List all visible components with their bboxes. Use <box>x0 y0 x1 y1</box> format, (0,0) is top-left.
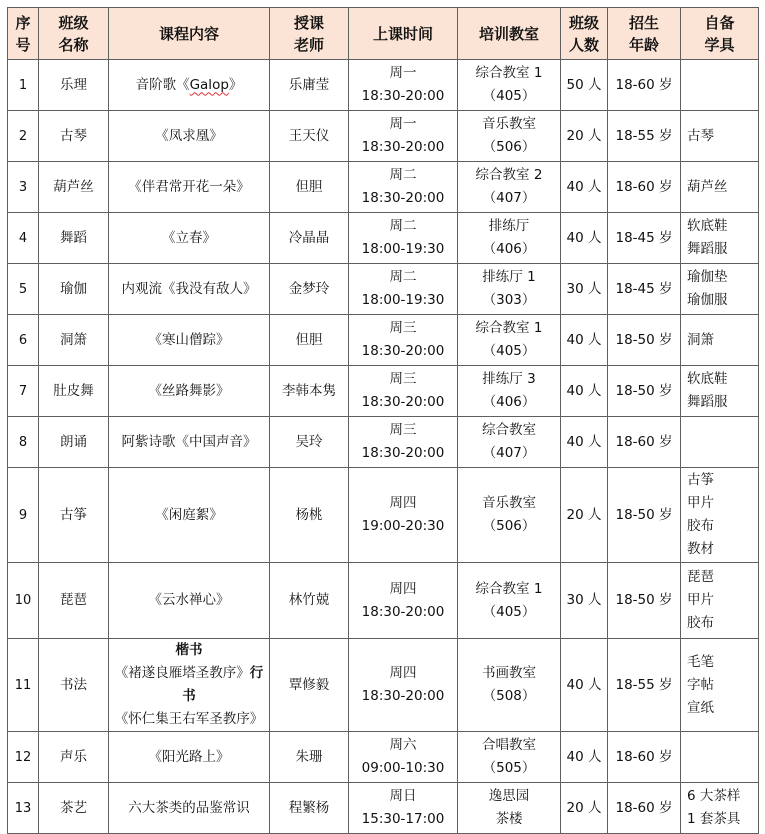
cell-seq: 11 <box>8 639 39 732</box>
weekday: 周三 <box>389 371 417 387</box>
cell-gear <box>681 783 759 834</box>
cell-seq: 5 <box>8 264 39 315</box>
room-name: 音乐教室 <box>482 116 536 132</box>
room-name: 逸思园 <box>488 788 530 804</box>
weekday: 周二 <box>389 167 417 183</box>
weekday: 周三 <box>389 422 417 438</box>
table-row <box>8 732 759 783</box>
weekday: 周二 <box>389 269 417 285</box>
course-style-text: 《褚遂良雁塔圣教序》 <box>114 665 250 681</box>
room-number: （406） <box>482 394 536 410</box>
cell-time <box>349 417 458 468</box>
cell-class-name: 书法 <box>39 639 109 732</box>
cell-course <box>109 213 270 264</box>
room-number: （405） <box>482 88 536 104</box>
cell-room <box>458 732 561 783</box>
course-style-text: 《怀仁集王右军圣教序》 <box>114 711 264 727</box>
cell-room <box>458 783 561 834</box>
cell-gear <box>681 213 759 264</box>
cell-time <box>349 213 458 264</box>
course-text: 《阳光路上》 <box>148 748 230 765</box>
cell-course <box>109 315 270 366</box>
cell-class-name: 瑜伽 <box>39 264 109 315</box>
room-number: （407） <box>482 445 536 461</box>
cell-gear <box>681 366 759 417</box>
cell-count: 20 人 <box>561 111 608 162</box>
table-row <box>8 563 759 639</box>
gear-item: 甲片 <box>687 495 714 511</box>
cell-time <box>349 111 458 162</box>
course-text: 内观流《我没有敌人》 <box>121 280 257 297</box>
gear-item: 甲片 <box>687 592 714 608</box>
cell-gear <box>681 60 759 111</box>
course-text: 《丝路舞影》 <box>148 382 230 399</box>
cell-age: 18-55 岁 <box>608 639 681 732</box>
header-seq: 序 号 <box>8 8 39 60</box>
cell-teacher: 林竹兢 <box>270 563 349 639</box>
gear-item: 软底鞋 <box>687 218 728 234</box>
cell-course <box>109 732 270 783</box>
cell-time <box>349 639 458 732</box>
cell-room <box>458 366 561 417</box>
weekday: 周四 <box>389 495 417 511</box>
cell-room <box>458 162 561 213</box>
room-number: 茶楼 <box>495 811 523 827</box>
cell-course <box>109 366 270 417</box>
cell-room <box>458 563 561 639</box>
cell-teacher: 冷晶晶 <box>270 213 349 264</box>
room-name: 排练厅 <box>488 218 530 234</box>
cell-seq: 1 <box>8 60 39 111</box>
course-style-label: 行书 <box>182 665 264 704</box>
cell-seq: 7 <box>8 366 39 417</box>
cell-teacher: 覃修毅 <box>270 639 349 732</box>
cell-room <box>458 60 561 111</box>
cell-age: 18-60 岁 <box>608 162 681 213</box>
gear-item: 琵琶 <box>687 569 714 585</box>
gear-item: 瑜伽垫 <box>687 269 728 285</box>
cell-class-name: 琵琶 <box>39 563 109 639</box>
cell-time <box>349 563 458 639</box>
header-age: 招生 年龄 <box>608 8 681 60</box>
table-row <box>8 639 759 732</box>
room-number: （506） <box>482 518 536 534</box>
cell-time <box>349 732 458 783</box>
header-room: 培训教室 <box>458 8 561 60</box>
room-name: 综合教室 1 <box>475 320 543 336</box>
cell-seq: 4 <box>8 213 39 264</box>
cell-count: 20 人 <box>561 783 608 834</box>
cell-count: 20 人 <box>561 468 608 563</box>
gear-item: 古琴 <box>687 127 714 144</box>
cell-age: 18-60 岁 <box>608 60 681 111</box>
header-row <box>8 8 759 60</box>
room-name: 排练厅 3 <box>482 371 536 387</box>
cell-teacher: 程繁杨 <box>270 783 349 834</box>
cell-count: 40 人 <box>561 162 608 213</box>
cell-seq: 13 <box>8 783 39 834</box>
cell-room <box>458 639 561 732</box>
cell-age: 18-60 岁 <box>608 732 681 783</box>
course-text: 《伴君常开花一朵》 <box>128 178 250 195</box>
cell-course <box>109 639 270 732</box>
room-number: （406） <box>482 241 536 257</box>
gear-item: 瑜伽服 <box>687 292 728 308</box>
header-time: 上课时间 <box>349 8 458 60</box>
cell-time <box>349 162 458 213</box>
cell-class-name: 古筝 <box>39 468 109 563</box>
cell-seq: 2 <box>8 111 39 162</box>
course-text: 六大茶类的品鉴常识 <box>128 799 250 816</box>
weekday: 周四 <box>389 665 417 681</box>
time-range: 18:30-20:00 <box>361 88 445 104</box>
gear-item: 1 套茶具 <box>687 811 741 827</box>
course-title-spellcheck: Galop <box>189 76 229 93</box>
cell-gear <box>681 111 759 162</box>
cell-age: 18-50 岁 <box>608 563 681 639</box>
table-row <box>8 468 759 563</box>
cell-gear <box>681 315 759 366</box>
weekday: 周一 <box>389 65 417 81</box>
gear-item: 舞蹈服 <box>687 241 728 257</box>
room-name: 综合教室 1 <box>475 65 543 81</box>
cell-gear <box>681 563 759 639</box>
cell-seq: 9 <box>8 468 39 563</box>
room-number: （405） <box>482 343 536 359</box>
table-row <box>8 783 759 834</box>
time-range: 18:30-20:00 <box>361 394 445 410</box>
course-text: 《立春》 <box>162 229 216 246</box>
cell-class-name: 古琴 <box>39 111 109 162</box>
time-range: 18:00-19:30 <box>361 292 445 308</box>
cell-course <box>109 162 270 213</box>
cell-room <box>458 468 561 563</box>
room-name: 综合教室 <box>482 422 536 438</box>
header-class-name: 班级 名称 <box>39 8 109 60</box>
room-name: 音乐教室 <box>482 495 536 511</box>
cell-seq: 8 <box>8 417 39 468</box>
time-range: 18:30-20:00 <box>361 139 445 155</box>
cell-teacher: 吴玲 <box>270 417 349 468</box>
course-schedule-table <box>7 7 759 834</box>
cell-seq: 12 <box>8 732 39 783</box>
course-suffix: 》 <box>228 76 243 93</box>
course-style-label: 楷书 <box>175 642 203 658</box>
cell-seq: 3 <box>8 162 39 213</box>
cell-age: 18-60 岁 <box>608 417 681 468</box>
cell-course <box>109 264 270 315</box>
cell-count: 40 人 <box>561 213 608 264</box>
cell-class-name: 洞箫 <box>39 315 109 366</box>
course-text: 阿紫诗歌《中国声音》 <box>121 433 257 450</box>
header-teacher: 授课 老师 <box>270 8 349 60</box>
cell-age: 18-50 岁 <box>608 468 681 563</box>
weekday: 周三 <box>389 320 417 336</box>
cell-class-name: 声乐 <box>39 732 109 783</box>
cell-gear <box>681 264 759 315</box>
course-text: 《云水禅心》 <box>148 592 230 608</box>
room-number: （407） <box>482 190 536 206</box>
weekday: 周一 <box>389 116 417 132</box>
cell-age: 18-50 岁 <box>608 366 681 417</box>
cell-course <box>109 783 270 834</box>
gear-item: 胶布 <box>687 518 714 534</box>
gear-item: 毛笔 <box>687 653 714 670</box>
cell-room <box>458 315 561 366</box>
cell-course <box>109 563 270 639</box>
room-number: （505） <box>482 760 536 776</box>
weekday: 周四 <box>389 580 417 597</box>
cell-count: 40 人 <box>561 366 608 417</box>
cell-time <box>349 366 458 417</box>
table-row <box>8 366 759 417</box>
cell-count: 40 人 <box>561 732 608 783</box>
cell-class-name: 肚皮舞 <box>39 366 109 417</box>
gear-item: 字帖 <box>687 676 714 693</box>
header-gear: 自备 学具 <box>681 8 759 60</box>
cell-gear <box>681 417 759 468</box>
cell-gear <box>681 162 759 213</box>
cell-gear <box>681 639 759 732</box>
room-number: （303） <box>482 292 536 308</box>
time-range: 18:30-20:00 <box>361 603 445 620</box>
course-prefix: 音阶歌《 <box>135 76 190 93</box>
room-name: 合唱教室 <box>482 737 536 753</box>
room-number: （508） <box>482 688 536 704</box>
table-row <box>8 162 759 213</box>
cell-teacher: 但胆 <box>270 162 349 213</box>
weekday: 周六 <box>389 737 417 753</box>
weekday: 周二 <box>389 218 417 234</box>
gear-item: 教材 <box>687 541 714 557</box>
cell-teacher: 王天仪 <box>270 111 349 162</box>
room-number: （405） <box>482 603 536 620</box>
cell-teacher: 朱珊 <box>270 732 349 783</box>
time-range: 15:30-17:00 <box>361 811 445 827</box>
cell-age: 18-45 岁 <box>608 213 681 264</box>
header-course: 课程内容 <box>109 8 270 60</box>
table-row <box>8 60 759 111</box>
cell-age: 18-50 岁 <box>608 315 681 366</box>
cell-teacher: 但胆 <box>270 315 349 366</box>
time-range: 18:30-20:00 <box>361 343 445 359</box>
course-text: 《寒山僧踪》 <box>148 331 230 348</box>
cell-age: 18-60 岁 <box>608 783 681 834</box>
cell-course <box>109 468 270 563</box>
cell-time <box>349 783 458 834</box>
room-name: 综合教室 2 <box>475 167 543 183</box>
cell-time <box>349 315 458 366</box>
course-text: 《闲庭絮》 <box>155 506 223 523</box>
weekday: 周日 <box>389 788 417 804</box>
cell-count: 40 人 <box>561 417 608 468</box>
gear-item: 宣纸 <box>687 699 714 716</box>
cell-seq: 6 <box>8 315 39 366</box>
time-range: 18:00-19:30 <box>361 241 445 257</box>
cell-count: 30 人 <box>561 264 608 315</box>
cell-time <box>349 264 458 315</box>
cell-course <box>109 111 270 162</box>
course-text: 《凤求凰》 <box>155 127 223 144</box>
table-row <box>8 111 759 162</box>
cell-course <box>109 417 270 468</box>
cell-gear <box>681 468 759 563</box>
cell-room <box>458 213 561 264</box>
cell-count: 50 人 <box>561 60 608 111</box>
time-range: 18:30-20:00 <box>361 190 445 206</box>
cell-age: 18-45 岁 <box>608 264 681 315</box>
cell-class-name: 葫芦丝 <box>39 162 109 213</box>
gear-item: 软底鞋 <box>687 371 728 387</box>
room-name: 书画教室 <box>482 665 536 681</box>
time-range: 18:30-20:00 <box>361 688 445 704</box>
gear-item: 洞箫 <box>687 331 714 348</box>
cell-class-name: 朗诵 <box>39 417 109 468</box>
cell-class-name: 舞蹈 <box>39 213 109 264</box>
cell-class-name: 茶艺 <box>39 783 109 834</box>
cell-time <box>349 468 458 563</box>
gear-item: 6 大茶样 <box>687 788 741 804</box>
cell-age: 18-55 岁 <box>608 111 681 162</box>
time-range: 18:30-20:00 <box>361 445 445 461</box>
cell-room <box>458 417 561 468</box>
gear-item: 葫芦丝 <box>687 178 728 195</box>
time-range: 19:00-20:30 <box>361 518 445 534</box>
table-row <box>8 213 759 264</box>
room-number: （506） <box>482 139 536 155</box>
time-range: 09:00-10:30 <box>361 760 445 776</box>
cell-class-name: 乐理 <box>39 60 109 111</box>
room-name: 综合教室 1 <box>475 580 543 597</box>
cell-count: 40 人 <box>561 639 608 732</box>
cell-room <box>458 264 561 315</box>
cell-count: 30 人 <box>561 563 608 639</box>
cell-teacher: 杨桃 <box>270 468 349 563</box>
gear-item: 古筝 <box>687 472 714 488</box>
cell-room <box>458 111 561 162</box>
header-count: 班级 人数 <box>561 8 608 60</box>
gear-item: 舞蹈服 <box>687 394 728 410</box>
cell-teacher: 乐庸莹 <box>270 60 349 111</box>
cell-gear <box>681 732 759 783</box>
table-row <box>8 315 759 366</box>
table-row <box>8 264 759 315</box>
cell-teacher: 李韩本隽 <box>270 366 349 417</box>
gear-item: 胶布 <box>687 615 714 631</box>
cell-count: 40 人 <box>561 315 608 366</box>
table-row <box>8 417 759 468</box>
room-name: 排练厅 1 <box>482 269 536 285</box>
cell-teacher: 金梦玲 <box>270 264 349 315</box>
cell-time <box>349 60 458 111</box>
cell-course <box>109 60 270 111</box>
cell-seq: 10 <box>8 563 39 639</box>
